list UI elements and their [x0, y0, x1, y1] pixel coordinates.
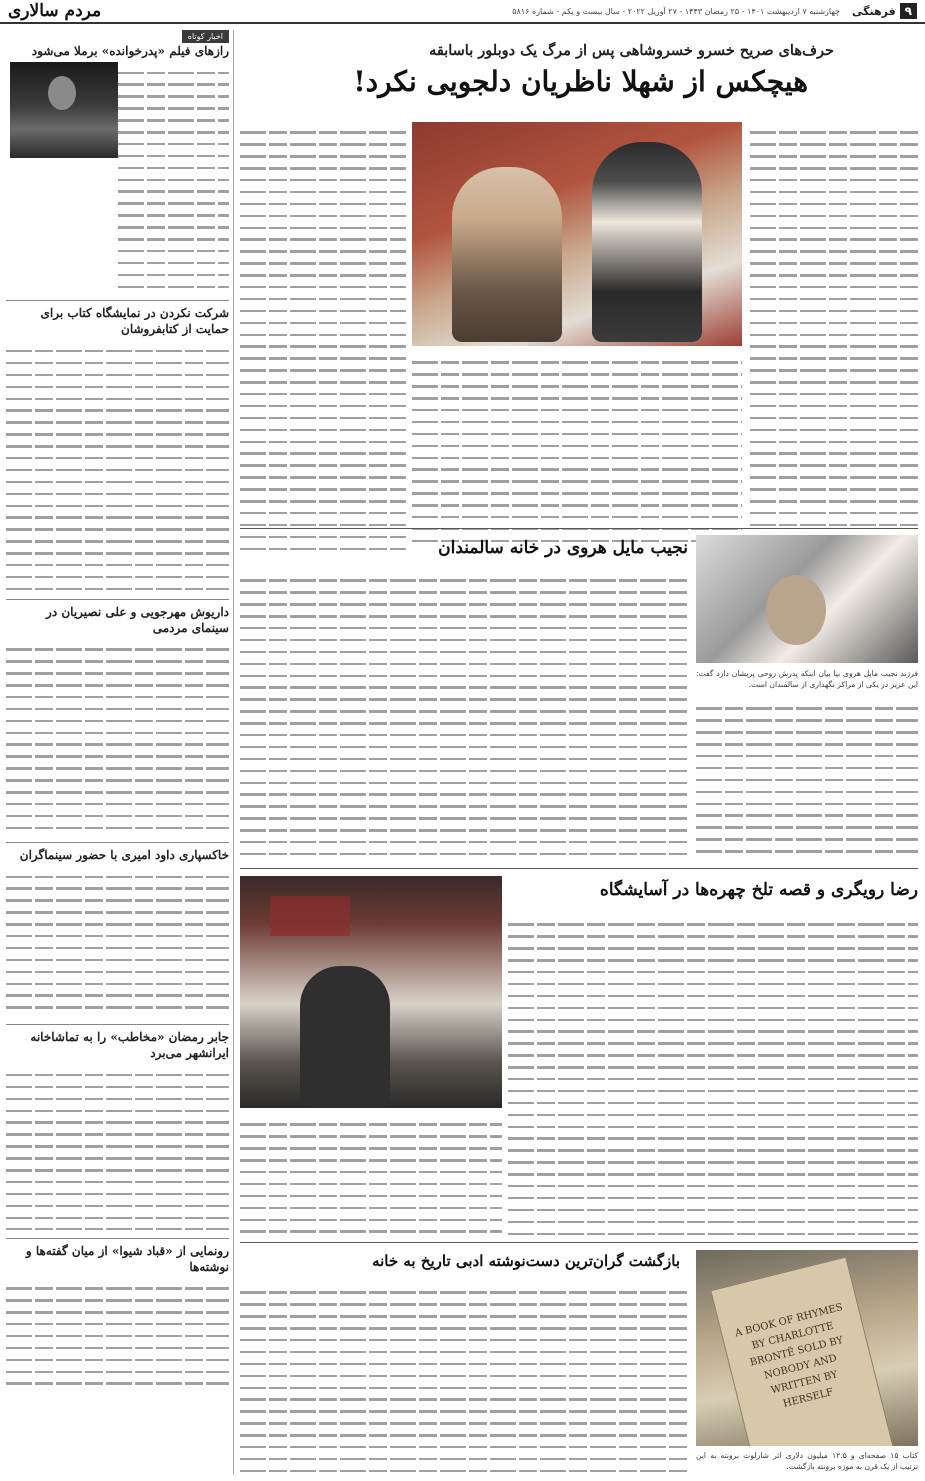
sidebar-headline: داریوش مهرجویی و علی نصیریان در سینمای مردمی: [46, 604, 229, 635]
book-cover-text: A BOOK OF RHYMES BY CHARLOTTE BRONTË SOLD BY NOBODY AND WRITTEN BY HERSELF: [733, 1302, 845, 1410]
woman-figure: [452, 167, 562, 342]
story2-body-column: [696, 698, 918, 858]
story3-body-lower: [240, 1114, 502, 1236]
sidebar-divider: [6, 842, 229, 843]
mayel-heravi-photo: [696, 535, 918, 663]
news-sidebar: [6, 30, 234, 1475]
bronte-manuscript: [710, 1256, 901, 1446]
sidebar-tag: اخبار کوتاه: [182, 30, 229, 43]
story1-kicker: حرف‌های صریح خسرو خسروشاهی پس از مرگ یک دوبلور باسابقه: [429, 42, 834, 59]
section-label-box: [852, 3, 917, 19]
story3-body-columns: [508, 914, 918, 1236]
sidebar-body-text: [6, 1065, 229, 1230]
sidebar-headline: رازهای فیلم «پدرخوانده» برملا می‌شود: [31, 44, 229, 58]
story4-headline: بازگشت گران‌ترین دست‌نوشته ادبی تاریخ به خانه: [372, 1252, 680, 1270]
sidebar-headline: جابر رمضان «مخاطب» را به تماشاخانه ایرانشهر می‌برد: [30, 1030, 229, 1061]
section-rule: [240, 528, 918, 529]
newspaper-logo: مردم سالاری: [8, 1, 102, 21]
godfather-photo: [10, 62, 118, 158]
dateline: چهارشنبه ۷ اردیبهشت ۱۴۰۱ - ۲۵ رمضان ۱۴۴۳ - ۲۷ آوریل ۲۰۲۲ - سال بیست و یکم - شماره ۵۸۱۶: [512, 6, 840, 16]
sidebar-body-text: [6, 639, 229, 834]
sidebar-headline: رونمایی از «قباد شیوا» از میان گفته‌ها و نوشته‌ها: [25, 1243, 229, 1274]
story1-body-column: [240, 122, 406, 554]
sidebar-body-text: [118, 62, 229, 292]
sidebar-body-text: [6, 341, 229, 591]
sidebar-divider: [6, 1024, 229, 1025]
sidebar-body-text: [6, 866, 229, 1016]
story2-headline: نجیب مایل هروی در خانه سالمندان: [438, 538, 688, 558]
story1-body-column: [750, 122, 918, 554]
page-number: ۹: [900, 3, 917, 19]
khosroshahi-nazerian-photo: [412, 122, 742, 346]
bronte-book-photo: [696, 1250, 918, 1446]
masthead: [0, 0, 925, 24]
story3-headline: رضا رویگری و قصه تلخ چهره‌ها در آسایشگاه: [599, 880, 918, 900]
story1-article: [240, 122, 918, 554]
sidebar-divider: [6, 1238, 229, 1239]
story4-caption: کتاب ۱۵ صفحه‌ای و ۱۲.۵ میلیون دلاری اثر شارلوت برونته به این ترتیب از یک قرن به موزه برونته بازگشت.: [696, 1451, 918, 1472]
story1-headline: هیچکس از شهلا ناظریان دلجویی نکرد!: [353, 65, 808, 98]
story2-body-columns: [240, 570, 688, 860]
section-rule: [240, 868, 918, 869]
story1-body-lower: [412, 352, 742, 552]
section-name: فرهنگی: [851, 4, 896, 18]
sidebar-divider: [6, 599, 229, 600]
sidebar-divider: [6, 300, 229, 301]
ruygari-ceremony-photo: [240, 876, 502, 1108]
man-figure: [592, 142, 702, 342]
section-rule: [240, 1242, 918, 1243]
sidebar-headline: شرکت نکردن در نمایشگاه کتاب برای حمایت از کتابفروشان: [40, 306, 229, 337]
story2-caption: فرزند نجیب مایل هروی بیا بیان اینکه پدرش روحی پریشان دارد گفت: این عزیز در یکی از مراکز نگهداری از سالمندان است.: [696, 669, 918, 690]
sidebar-body-text: [6, 1278, 229, 1388]
story4-body-columns: [240, 1282, 688, 1472]
sidebar-headline: خاکسپاری داود امیری با حضور سینماگران: [19, 847, 229, 862]
main-content: [240, 30, 918, 1472]
